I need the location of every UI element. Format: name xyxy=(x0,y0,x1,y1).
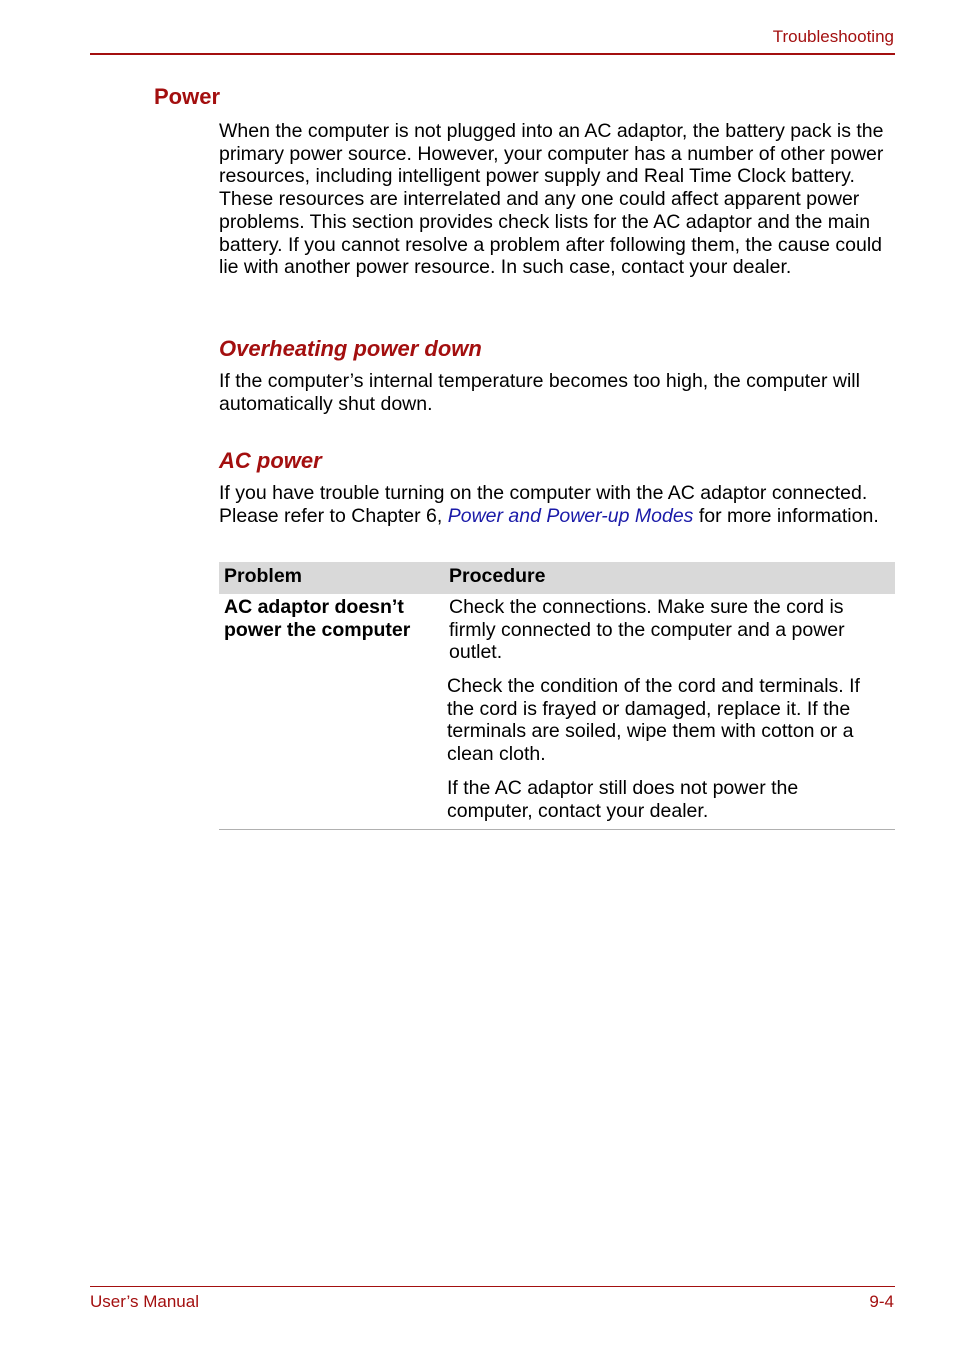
table-cell-problem: AC adaptor doesn’t power the computer xyxy=(224,596,411,641)
table-cell-procedure-2: Check the condition of the cord and terminals. If the cord is frayed or damaged, replace it. If the terminals are soiled, wipe them with cotton or a clean cloth. xyxy=(447,675,860,766)
overheating-text: If the computer’s internal temperature becomes too high, the computer will automatically shut down. xyxy=(219,370,860,415)
running-header: Troubleshooting xyxy=(772,27,894,46)
ac-power-text xyxy=(219,482,899,527)
header-rule xyxy=(90,53,895,55)
ac-power-text-post: for more information. xyxy=(693,504,879,527)
page-number: 9-4 xyxy=(869,1292,894,1311)
ac-power-heading: AC power xyxy=(219,448,322,473)
section-title: Power xyxy=(154,84,221,109)
table-header-row xyxy=(219,562,895,594)
table-cell-procedure-1: Check the connections. Make sure the cord is firmly connected to the computer and a power outlet. xyxy=(449,596,845,664)
footer-rule xyxy=(90,1286,895,1287)
table-header-problem: Problem xyxy=(224,565,303,587)
table-bottom-rule xyxy=(219,829,895,830)
chapter-link[interactable]: Power and Power-up Modes xyxy=(447,504,694,527)
table-cell-procedure-3: If the AC adaptor still does not power the computer, contact your dealer. xyxy=(447,777,799,822)
table-header-procedure: Procedure xyxy=(449,565,546,587)
overheating-heading: Overheating power down xyxy=(219,336,482,361)
footer-manual-title: User’s Manual xyxy=(90,1292,199,1311)
ac-power-text-line2 xyxy=(219,505,899,528)
ac-power-text-pre: Please refer to Chapter 6, xyxy=(219,504,448,527)
section-intro: When the computer is not plugged into an AC adaptor, the battery pack is the primary power source. However, your computer has a number of other power resources, including intelligent power supply and Real Time Clock battery. These resources are interrelated and any one could affect apparent power problems. This section provides check lists for the AC adaptor and the main battery. If you cannot resolve a problem after following them, the cause could lie with another power resource. In such case, contact your dealer. xyxy=(219,120,884,279)
ac-power-text-line1: If you have trouble turning on the computer with the AC adaptor connected. xyxy=(219,482,868,504)
